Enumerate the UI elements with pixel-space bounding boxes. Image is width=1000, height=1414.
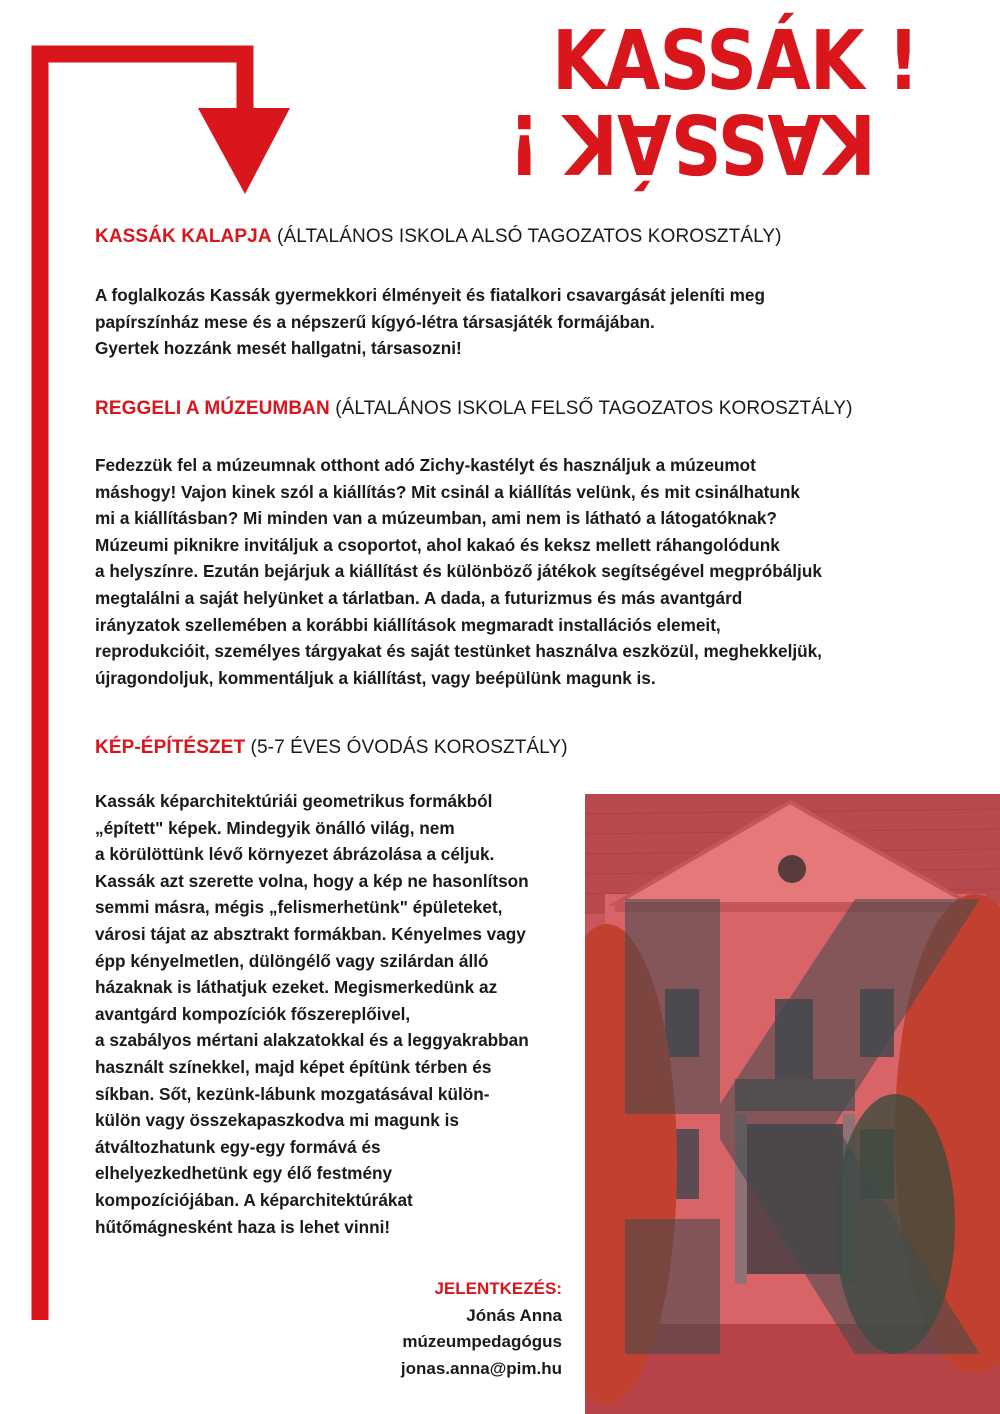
- section-text-2: [95, 452, 822, 691]
- text-line: A foglalkozás Kassák gyermekkori élményeit és fiatalkori csavargását jeleníti meg: [95, 285, 765, 305]
- text-line: „épített" képek. Mindegyik önálló világ, nem: [95, 817, 455, 838]
- text-line: házaknak is láthatjuk ezeket. Megismerkedünk az: [95, 977, 498, 998]
- contact-email[interactable]: jonas.anna@pim.hu: [400, 1358, 562, 1378]
- section-text-1: [95, 282, 765, 362]
- text-line: épp kényelmetlen, dülöngélő vagy szilárdan álló: [95, 950, 489, 971]
- logo-line-inverted: KASSÁK !: [509, 95, 876, 190]
- text-line: használt színekkel, majd képet építünk térben és: [95, 1056, 492, 1077]
- text-line: Gyertek hozzánk mesét hallgatni, társasozni!: [95, 338, 462, 359]
- text-line: Múzeumi piknikre invitáljuk a csoportot, ahol kakaó és keksz mellett ráhangolódunk: [95, 534, 780, 555]
- text-line: hűtőmágnesként haza is lehet vinni!: [95, 1216, 391, 1237]
- text-line: semmi másra, mégis „felismerhetünk" épületeket,: [95, 897, 503, 918]
- text-line: városi tájat az absztrakt formákban. Kényelmes vagy: [95, 923, 526, 944]
- text-line: megtalálni a saját helyünket a tárlatban. A dada, a futurizmus és más avantgárd: [95, 587, 743, 608]
- text-line: elhelyezkedhetünk egy élő festmény: [95, 1163, 393, 1184]
- text-line: a szabályos mértani alakzatokkal és a leggyakrabban: [95, 1030, 529, 1051]
- contact-name: Jónás Anna: [466, 1305, 562, 1325]
- section-title: KASSÁK KALAPJA: [95, 226, 272, 247]
- registration-contact: [401, 1276, 562, 1382]
- contact-role: múzeumpedagógus: [402, 1332, 562, 1351]
- section-subtitle: (ÁLTALÁNOS ISKOLA ALSÓ TAGOZATOS KOROSZTÁLY): [277, 226, 782, 247]
- building-illustration: [585, 794, 1000, 1414]
- text-line: síkban. Sőt, kezünk-lábunk mozgatásával külön-: [95, 1083, 490, 1104]
- kassak-logo: [509, 14, 919, 190]
- text-line: Fedezzük fel a múzeumnak otthont adó Zichy-kastélyt és használjuk a múzeumot: [95, 455, 756, 475]
- text-line: Kassák azt szerette volna, hogy a kép ne hasonlítson: [95, 870, 529, 891]
- text-line: kompozíciójában. A képarchitektúrákat: [95, 1189, 413, 1210]
- text-line: máshogy! Vajon kinek szól a kiállítás? Mit csinál a kiállítás velünk, és mit csinálhatunk: [95, 481, 800, 502]
- text-line: Kassák képarchitektúriái geometrikus formákból: [95, 791, 493, 811]
- section-heading-2: [95, 397, 853, 421]
- contact-label: JELENTKEZÉS:: [434, 1279, 562, 1298]
- text-line: irányzatok szellemében a korábbi kiállítások megmaradt installációs elemeit,: [95, 614, 721, 635]
- text-line: külön vagy összekapaszkodva mi magunk is: [95, 1110, 459, 1131]
- text-line: mi a kiállításban? Mi minden van a múzeumban, ami nem is látható a látogatóknak?: [95, 508, 777, 529]
- section-title: REGGELI A MÚZEUMBAN: [95, 398, 330, 419]
- museum-building-photo: [585, 794, 1000, 1414]
- section-heading-3: [95, 736, 568, 760]
- text-line: átváltozhatunk egy-egy formává és: [95, 1136, 381, 1157]
- logo-line-upright: KASSÁK !: [552, 14, 919, 109]
- section-subtitle: (ÁLTALÁNOS ISKOLA FELSŐ TAGOZATOS KOROSZTÁLY): [335, 398, 853, 419]
- text-line: reprodukcióit, személyes tárgyakat és saját testünket használva eszközül, meghekkeljük,: [95, 641, 822, 662]
- section-subtitle: (5-7 ÉVES ÓVODÁS KOROSZTÁLY): [250, 737, 568, 758]
- section-text-3: [95, 788, 575, 1240]
- text-line: újragondoljuk, kommentáljuk a kiállítást, vagy beépülünk magunk is.: [95, 667, 656, 688]
- section-heading-1: [95, 225, 782, 249]
- text-line: a körülöttünk lévő környezet ábrázolása a céljuk.: [95, 844, 495, 865]
- section-title: KÉP-ÉPÍTÉSZET: [95, 737, 246, 758]
- text-line: papírszínház mese és a népszerű kígyó-létra társasjáték formájában.: [95, 311, 655, 332]
- text-line: a helyszínre. Ezután bejárjuk a kiállítást és különböző játékok segítségével megpróbáljuk: [95, 561, 822, 582]
- text-line: avantgárd kompozíciók főszereplőivel,: [95, 1003, 411, 1024]
